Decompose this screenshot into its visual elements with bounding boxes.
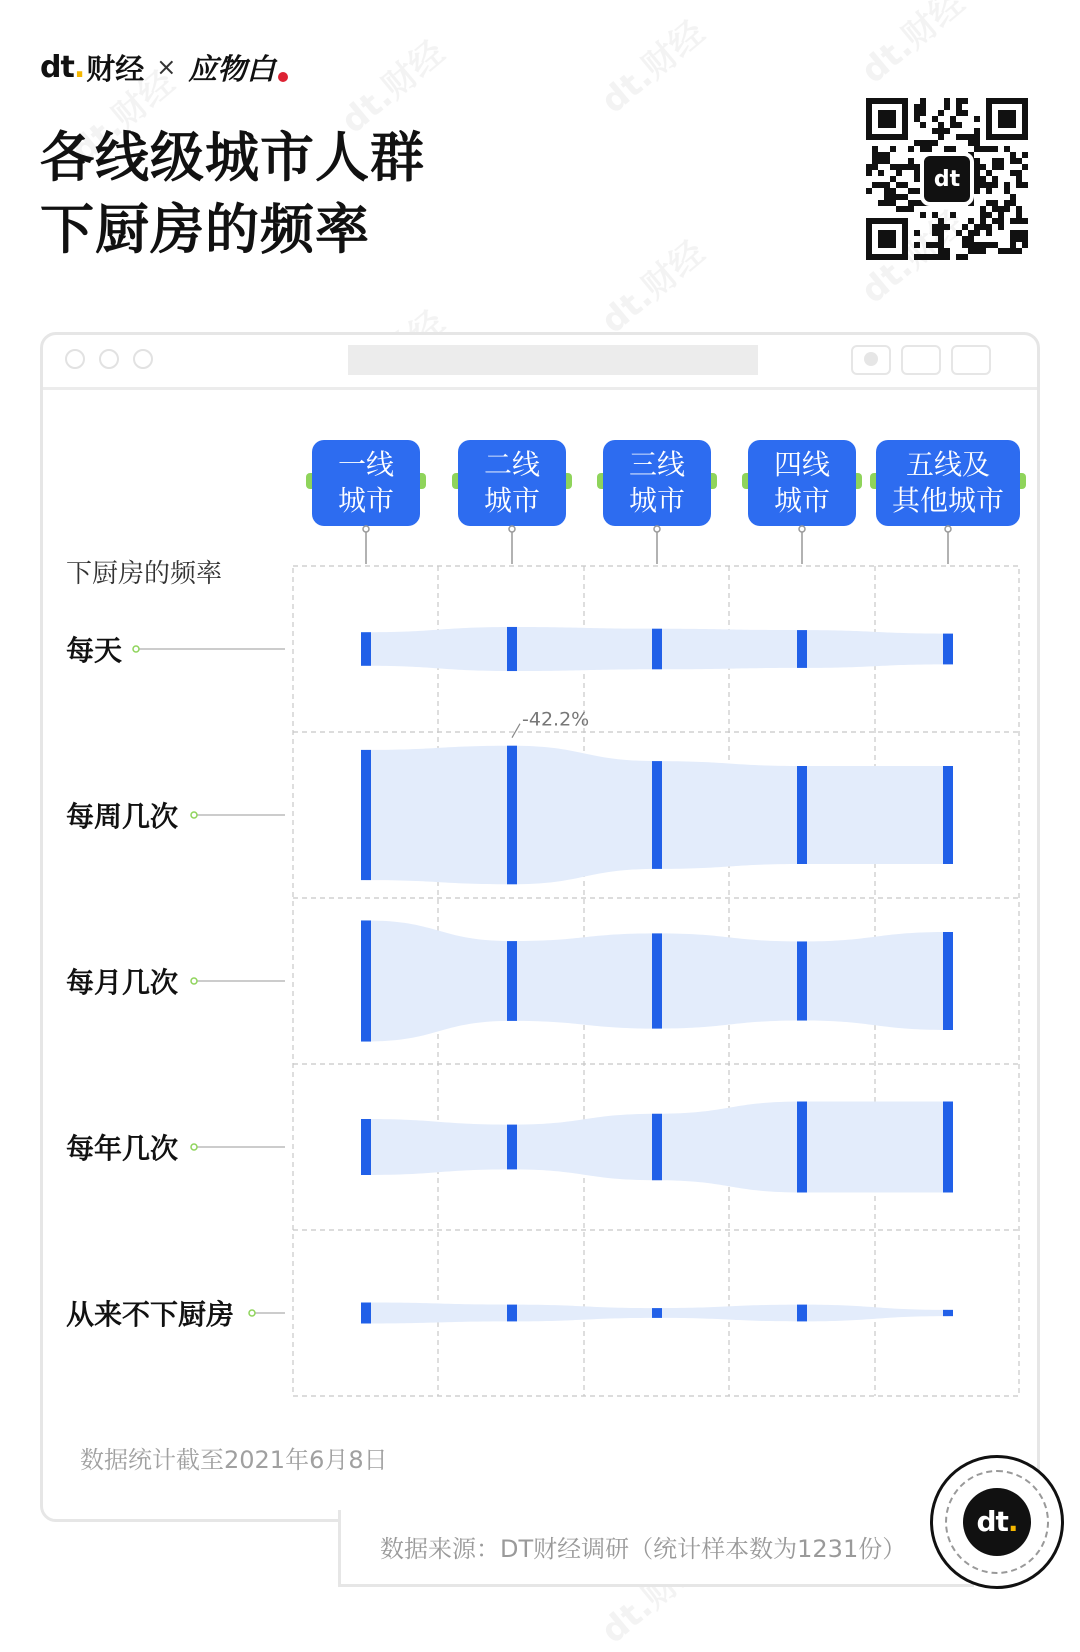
bar-3-5 xyxy=(943,932,953,1030)
bar-3-1 xyxy=(361,920,371,1041)
bar-2-3 xyxy=(652,761,662,869)
bar-1-1 xyxy=(361,632,371,666)
row-leader-dot xyxy=(191,1144,197,1150)
data-source: 数据来源：DT财经调研（统计样本数为1231份） xyxy=(380,1535,907,1563)
bar-5-5 xyxy=(943,1310,953,1316)
row-label: 每周几次 xyxy=(66,800,179,833)
bar-4-4 xyxy=(797,1102,807,1193)
header-pointer-dot xyxy=(945,526,951,532)
header-pointer-dot xyxy=(363,526,369,532)
row-leader-dot xyxy=(191,812,197,818)
bar-2-5 xyxy=(943,766,953,864)
row-label: 每天 xyxy=(66,634,123,667)
header-pointer-dot xyxy=(799,526,805,532)
annotation-pointer xyxy=(512,724,520,738)
bar-3-4 xyxy=(797,941,807,1020)
collab-times-icon: × xyxy=(156,53,177,81)
column-header-label: 城市 xyxy=(773,484,831,517)
column-header-label: 城市 xyxy=(628,484,686,517)
partner-logo: 应物白 xyxy=(188,51,276,86)
bar-5-1 xyxy=(361,1303,371,1324)
dt-logo: dt. xyxy=(40,49,85,85)
bar-5-4 xyxy=(797,1305,807,1322)
data-date-note: 数据统计截至2021年6月8日 xyxy=(80,1446,388,1474)
row-axis-title: 下厨房的频率 xyxy=(66,559,223,589)
column-header-label: 一线 xyxy=(337,448,395,481)
column-header-label: 三线 xyxy=(628,448,686,481)
brand-name: 财经 xyxy=(86,51,145,86)
bar-1-4 xyxy=(797,630,807,668)
annotation-label: -42.2% xyxy=(522,708,590,731)
row-leader-dot xyxy=(191,978,197,984)
column-header-label: 其他城市 xyxy=(891,484,1005,517)
bar-2-1 xyxy=(361,750,371,880)
bar-4-3 xyxy=(652,1114,662,1181)
bar-1-5 xyxy=(943,634,953,665)
title-line-1: 各线级城市人群 xyxy=(40,126,425,189)
bar-4-2 xyxy=(507,1125,517,1170)
bar-4-5 xyxy=(943,1102,953,1193)
bar-2-4 xyxy=(797,766,807,864)
column-header-label: 城市 xyxy=(337,484,395,517)
bar-5-3 xyxy=(652,1308,662,1318)
header-pointer-dot xyxy=(509,526,515,532)
bar-3-3 xyxy=(652,933,662,1028)
column-header-label: 四线 xyxy=(773,448,831,481)
row-label: 从来不下厨房 xyxy=(66,1298,235,1331)
column-header-label: 城市 xyxy=(483,484,541,517)
row-leader-dot xyxy=(133,646,139,652)
row-label: 每月几次 xyxy=(66,966,179,999)
column-header-label: 五线及 xyxy=(905,448,991,481)
bar-1-3 xyxy=(652,629,662,670)
header-pointer-dot xyxy=(654,526,660,532)
title-line-2: 下厨房的频率 xyxy=(40,198,370,261)
row-leader-dot xyxy=(249,1310,255,1316)
dt-stamp-icon: dt. xyxy=(930,1455,1064,1589)
bar-4-1 xyxy=(361,1119,371,1175)
row-label: 每年几次 xyxy=(66,1132,179,1165)
svg-text:dt: dt xyxy=(933,167,961,192)
bar-2-2 xyxy=(507,746,517,885)
bar-3-2 xyxy=(507,941,517,1021)
column-header-label: 二线 xyxy=(483,448,541,481)
bar-1-2 xyxy=(507,627,517,671)
bar-5-2 xyxy=(507,1305,517,1322)
